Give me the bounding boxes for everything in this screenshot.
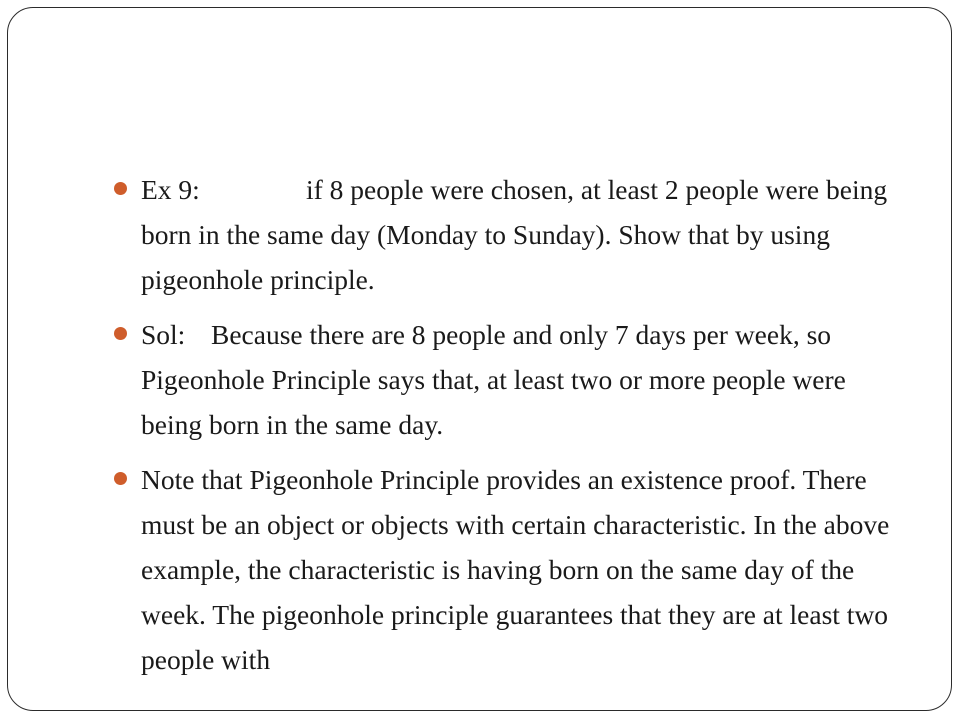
bullet-note: [114, 457, 904, 682]
note-text: Note that Pigeonhole Principle provides an existence proof. There must be an object or objects with certain characteristic. In the above example, the characteristic is having born on the same day of the week. The pigeonhole principle guarantees that they are at least two people with: [141, 464, 890, 675]
bullet-dot-icon: [114, 327, 127, 340]
bullet-list: [114, 167, 904, 692]
bullet-dot-icon: [114, 472, 127, 485]
bullet-example: [114, 167, 904, 302]
solution-text: Because there are 8 people and only 7 days per week, so Pigeonhole Principle says that, at least two or more people were being born in the same day.: [141, 319, 846, 440]
bullet-dot-icon: [114, 182, 127, 195]
bullet-solution: [114, 312, 904, 447]
slide-frame: [7, 7, 952, 711]
example-label: Ex 9:: [141, 174, 200, 205]
example-text: if 8 people were chosen, at least 2 people were being born in the same day (Monday to Sunday). Show that by using pigeonhole principle.: [141, 174, 888, 295]
solution-label: Sol:: [141, 319, 186, 350]
